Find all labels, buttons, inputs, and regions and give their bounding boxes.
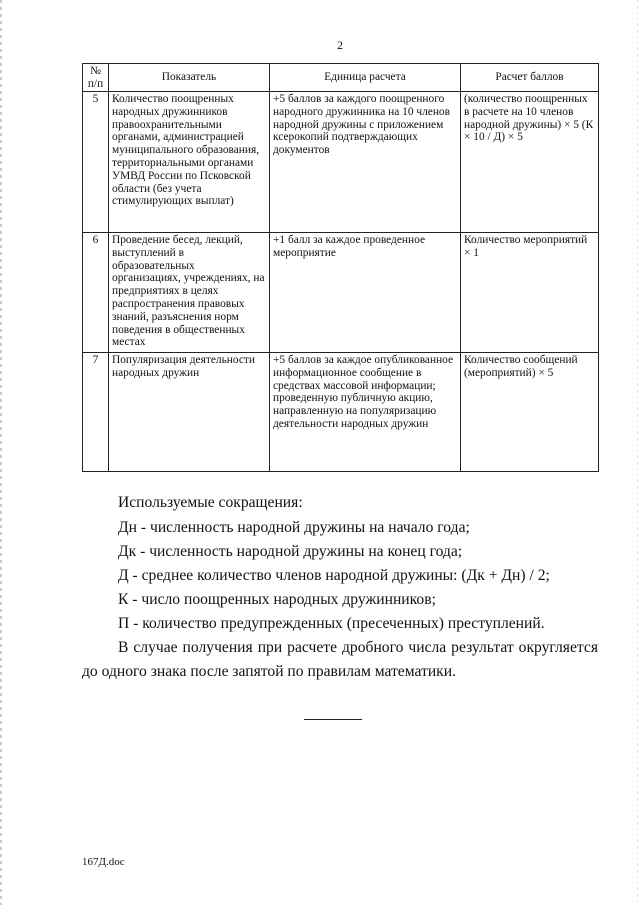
indicators-table [82,63,599,472]
row-unit: +5 баллов за каждое опубликованное информационное сообщение в средствах массовой информации; проведенную публичную акцию, направленную на популяризацию деятельности народных дружин [270,353,461,472]
header-num: № п/п [83,64,109,92]
scan-edge-left [0,0,2,905]
table-row [83,92,599,233]
rounding-note: В случае получения при расчете дробного числа результат округляется до одного знака после запятой по правилам математики. [82,639,598,680]
abbreviation-item: Дн - численность народной дружины на начало года; [118,519,470,536]
row-number: 7 [83,353,109,472]
row-calc: Количество сообщений (мероприятий) × 5 [461,353,599,472]
header-calc: Расчет баллов [461,64,599,92]
row-number: 5 [83,92,109,233]
abbreviation-item: К - число поощренных народных дружинников; [118,591,436,608]
row-calc: (количество поощренных в расчете на 10 членов народной дружины) × 5 (К × 10 / Д) × 5 [461,92,599,233]
row-number: 6 [83,233,109,353]
footer-file-code: 167Д.doc [82,856,125,868]
abbreviations-title: Используемые сокращения: [118,494,303,511]
row-unit: +1 балл за каждое проведенное мероприятие [270,233,461,353]
scan-edge-right [637,0,638,905]
row-indicator: Популяризация деятельности народных дружин [109,353,270,472]
abbreviation-item: Д - среднее количество членов народной дружины: (Дк + Дн) / 2; [118,567,550,584]
row-calc: Количество мероприятий × 1 [461,233,599,353]
row-indicator: Количество поощренных народных дружинников правоохранительными органами, администрацией муниципального образования, территориальными органами УМВД России по Псковской области (без учета стимулирующих выплат) [109,92,270,233]
separator-line [304,719,362,720]
row-indicator: Проведение бесед, лекций, выступлений в образовательных организациях, учреждениях, на предприятиях в целях распространения правовых знаний, разъяснения норм поведения в общественных местах [109,233,270,353]
page-number: 2 [337,38,343,52]
header-indicator: Показатель [109,64,270,92]
table-header-row [83,64,599,92]
row-unit: +5 баллов за каждого поощренного народного дружинника на 10 членов народной дружины с приложением ксерокопий подтверждающих документов [270,92,461,233]
table-row [83,233,599,353]
table-row [83,353,599,472]
header-unit: Единица расчета [270,64,461,92]
abbreviation-item: П - количество предупрежденных (пресеченных) преступлений. [118,615,545,632]
abbreviation-item: Дк - численность народной дружины на конец года; [118,543,463,560]
